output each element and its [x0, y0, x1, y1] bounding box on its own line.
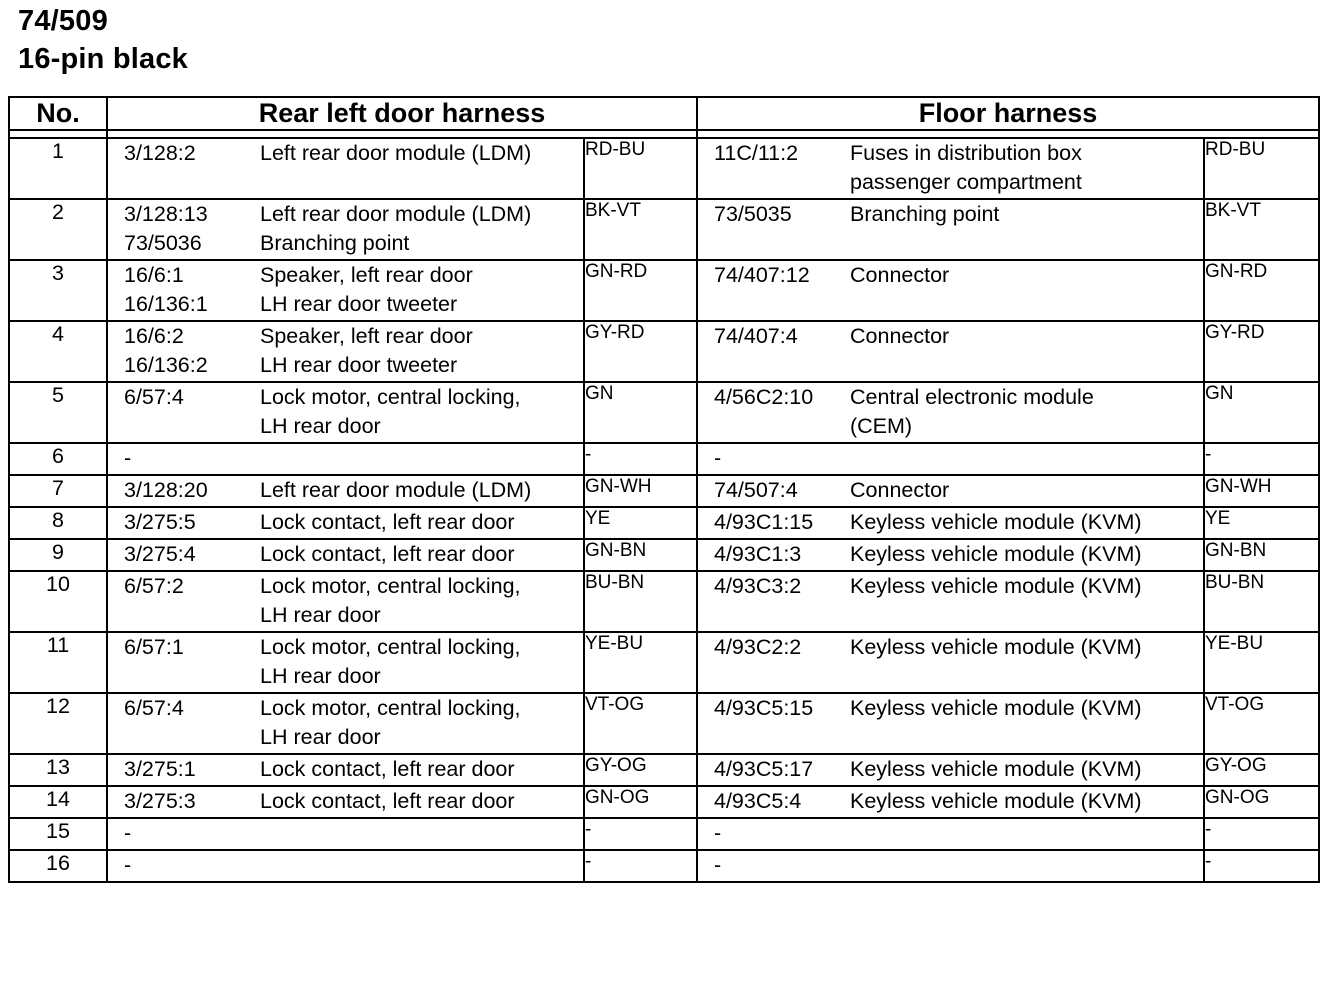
floor-harness-cell: [697, 260, 1204, 321]
description-line: [698, 819, 1203, 848]
table-row: [9, 199, 1319, 260]
description-line: [698, 168, 1203, 197]
rear-left-door-cell: [107, 571, 584, 632]
component-description: Lock contact, left rear door: [260, 757, 515, 781]
rear-left-wire-color: GN-OG: [584, 786, 697, 818]
rear-left-door-cell: [107, 632, 584, 693]
component-description: Lock contact, left rear door: [260, 542, 515, 566]
table-row: [9, 818, 1319, 850]
component-reference: 4/93C3:2: [714, 574, 802, 598]
description-line: [698, 787, 1203, 816]
floor-harness-cell: [697, 850, 1204, 882]
rear-left-wire-color: GN-WH: [584, 475, 697, 507]
floor-wire-color: GN-RD: [1204, 260, 1319, 321]
component-description: LH rear door: [260, 603, 381, 627]
rear-left-wire-color: -: [584, 443, 697, 475]
description-line: [698, 633, 1203, 662]
component-reference: -: [124, 821, 132, 845]
component-description: Connector: [850, 263, 950, 287]
description-line: [698, 540, 1203, 569]
description-line: [108, 139, 583, 168]
table-row: [9, 138, 1319, 199]
component-reference: 3/128:2: [124, 141, 196, 165]
description-line: [698, 572, 1203, 601]
rear-left-wire-color: BK-VT: [584, 199, 697, 260]
floor-harness-cell: [697, 321, 1204, 382]
description-line: [108, 261, 583, 290]
table-row: [9, 693, 1319, 754]
table-row: [9, 850, 1319, 882]
component-description: Keyless vehicle module (KVM): [850, 635, 1142, 659]
floor-harness-cell: [697, 571, 1204, 632]
rear-left-wire-color: -: [584, 850, 697, 882]
component-reference: 4/56C2:10: [714, 385, 814, 409]
component-reference: 4/93C2:2: [714, 635, 802, 659]
floor-wire-color: GN-OG: [1204, 786, 1319, 818]
rear-left-wire-color: -: [584, 818, 697, 850]
description-line: [108, 383, 583, 412]
pin-number: 8: [9, 507, 107, 539]
connector-description: 16-pin black: [18, 43, 189, 75]
connector-id: 74/509: [18, 5, 108, 37]
description-line: [108, 723, 583, 752]
floor-wire-color: BK-VT: [1204, 199, 1319, 260]
component-description: Lock contact, left rear door: [260, 789, 515, 813]
floor-harness-cell: [697, 443, 1204, 475]
floor-harness-cell: [697, 507, 1204, 539]
component-reference: [698, 168, 850, 197]
description-line: [698, 200, 1203, 229]
component-description: Keyless vehicle module (KVM): [850, 757, 1142, 781]
rear-left-door-cell: [107, 754, 584, 786]
component-description: LH rear door: [260, 664, 381, 688]
rear-left-door-cell: [107, 818, 584, 850]
pin-number: 9: [9, 539, 107, 571]
component-description: Lock contact, left rear door: [260, 510, 515, 534]
pin-number: 3: [9, 260, 107, 321]
component-reference: 74/407:12: [714, 263, 810, 287]
component-reference: 11C/11:2: [714, 141, 799, 165]
pin-number: 14: [9, 786, 107, 818]
component-reference: -: [124, 853, 132, 877]
header-rear-left-door-harness: Rear left door harness: [107, 97, 697, 130]
rear-left-door-cell: [107, 850, 584, 882]
header-separator: [9, 130, 1319, 138]
component-reference: 3/275:5: [124, 510, 196, 534]
floor-harness-cell: [697, 693, 1204, 754]
description-line: [698, 444, 1203, 473]
description-line: [108, 476, 583, 505]
floor-wire-color: -: [1204, 818, 1319, 850]
component-reference: -: [714, 821, 722, 845]
rear-left-wire-color: GN: [584, 382, 697, 443]
description-line: [108, 351, 583, 380]
component-description: Keyless vehicle module (KVM): [850, 510, 1142, 534]
floor-harness-cell: [697, 786, 1204, 818]
component-description: Connector: [850, 478, 950, 502]
pin-number: 10: [9, 571, 107, 632]
floor-harness-cell: [697, 818, 1204, 850]
component-reference: 3/128:13: [124, 202, 208, 226]
rear-left-wire-color: YE: [584, 507, 697, 539]
component-reference: [108, 662, 260, 691]
floor-wire-color: GN-BN: [1204, 539, 1319, 571]
pin-number: 5: [9, 382, 107, 443]
table-row: [9, 539, 1319, 571]
header-floor-harness: Floor harness: [697, 97, 1319, 130]
component-description: [260, 444, 583, 473]
pin-number: 4: [9, 321, 107, 382]
description-line: [108, 508, 583, 537]
component-description: Central electronic module: [850, 385, 1094, 409]
floor-wire-color: GN: [1204, 382, 1319, 443]
table-row: [9, 507, 1319, 539]
floor-harness-cell: [697, 475, 1204, 507]
component-description: Speaker, left rear door: [260, 324, 473, 348]
component-description: Keyless vehicle module (KVM): [850, 696, 1142, 720]
component-reference: 3/275:3: [124, 789, 196, 813]
description-line: [698, 476, 1203, 505]
floor-harness-cell: [697, 382, 1204, 443]
component-reference: 16/136:2: [124, 353, 208, 377]
component-description: Branching point: [260, 231, 410, 255]
component-description: [850, 444, 1203, 473]
description-line: [698, 508, 1203, 537]
description-line: [108, 200, 583, 229]
component-reference: 74/407:4: [714, 324, 798, 348]
pin-number: 1: [9, 138, 107, 199]
component-description: LH rear door: [260, 414, 381, 438]
table-row: [9, 321, 1319, 382]
component-description: Lock motor, central locking,: [260, 696, 521, 720]
component-description: Fuses in distribution box: [850, 141, 1082, 165]
component-reference: 16/6:1: [124, 263, 184, 287]
component-reference: 4/93C1:3: [714, 542, 802, 566]
component-reference: -: [714, 853, 722, 877]
title-block: [18, 2, 188, 78]
rear-left-door-cell: [107, 443, 584, 475]
table-row: [9, 754, 1319, 786]
component-description: Speaker, left rear door: [260, 263, 473, 287]
description-line: [108, 444, 583, 473]
table-row: [9, 632, 1319, 693]
component-reference: [108, 601, 260, 630]
description-line: [108, 819, 583, 848]
rear-left-door-cell: [107, 382, 584, 443]
description-line: [108, 662, 583, 691]
component-reference: 3/275:1: [124, 757, 196, 781]
component-description: [850, 851, 1203, 880]
description-line: [108, 540, 583, 569]
component-description: Lock motor, central locking,: [260, 385, 521, 409]
component-description: passenger compartment: [850, 170, 1082, 194]
description-line: [108, 787, 583, 816]
component-description: Connector: [850, 324, 950, 348]
component-description: Left rear door module (LDM): [260, 478, 532, 502]
component-description: LH rear door tweeter: [260, 292, 458, 316]
description-line: [698, 383, 1203, 412]
component-description: Lock motor, central locking,: [260, 635, 521, 659]
description-line: [108, 322, 583, 351]
rear-left-door-cell: [107, 539, 584, 571]
table-row: [9, 382, 1319, 443]
floor-harness-cell: [697, 754, 1204, 786]
component-reference: 16/6:2: [124, 324, 184, 348]
floor-harness-cell: [697, 539, 1204, 571]
component-reference: -: [124, 446, 132, 470]
description-line: [108, 229, 583, 258]
table-row: [9, 786, 1319, 818]
component-description: LH rear door tweeter: [260, 353, 458, 377]
header-no: No.: [9, 97, 107, 130]
floor-harness-cell: [697, 632, 1204, 693]
table-row: [9, 571, 1319, 632]
rear-left-wire-color: GY-OG: [584, 754, 697, 786]
rear-left-wire-color: GN-BN: [584, 539, 697, 571]
rear-left-door-cell: [107, 138, 584, 199]
component-reference: 73/5035: [714, 202, 792, 226]
pin-number: 16: [9, 850, 107, 882]
description-line: [108, 851, 583, 880]
component-reference: 3/128:20: [124, 478, 208, 502]
description-line: [698, 412, 1203, 441]
description-line: [698, 694, 1203, 723]
table-row: [9, 443, 1319, 475]
component-description: Keyless vehicle module (KVM): [850, 542, 1142, 566]
rear-left-door-cell: [107, 786, 584, 818]
pin-number: 11: [9, 632, 107, 693]
floor-wire-color: VT-OG: [1204, 693, 1319, 754]
component-reference: 6/57:4: [124, 696, 184, 720]
rear-left-wire-color: GN-RD: [584, 260, 697, 321]
rear-left-door-cell: [107, 260, 584, 321]
description-line: [108, 755, 583, 784]
component-description: [260, 851, 583, 880]
floor-wire-color: GY-RD: [1204, 321, 1319, 382]
component-reference: -: [714, 446, 722, 470]
component-reference: 74/507:4: [714, 478, 798, 502]
component-reference: [698, 412, 850, 441]
rear-left-door-cell: [107, 475, 584, 507]
component-reference: 4/93C1:15: [714, 510, 814, 534]
rear-left-wire-color: BU-BN: [584, 571, 697, 632]
component-description: Keyless vehicle module (KVM): [850, 574, 1142, 598]
table-row: [9, 260, 1319, 321]
description-line: [698, 322, 1203, 351]
pin-number: 2: [9, 199, 107, 260]
description-line: [108, 290, 583, 319]
component-description: [260, 819, 583, 848]
floor-wire-color: BU-BN: [1204, 571, 1319, 632]
floor-harness-cell: [697, 138, 1204, 199]
rear-left-door-cell: [107, 693, 584, 754]
description-line: [698, 139, 1203, 168]
rear-left-wire-color: YE-BU: [584, 632, 697, 693]
component-reference: 6/57:2: [124, 574, 184, 598]
component-reference: 6/57:4: [124, 385, 184, 409]
component-reference: 4/93C5:15: [714, 696, 814, 720]
description-line: [698, 755, 1203, 784]
floor-harness-cell: [697, 199, 1204, 260]
component-description: Left rear door module (LDM): [260, 202, 532, 226]
component-description: Branching point: [850, 202, 1000, 226]
component-description: Lock motor, central locking,: [260, 574, 521, 598]
component-description: LH rear door: [260, 725, 381, 749]
rear-left-wire-color: RD-BU: [584, 138, 697, 199]
description-line: [108, 412, 583, 441]
description-line: [108, 633, 583, 662]
component-reference: 4/93C5:17: [714, 757, 814, 781]
floor-wire-color: RD-BU: [1204, 138, 1319, 199]
description-line: [108, 601, 583, 630]
component-description: Keyless vehicle module (KVM): [850, 789, 1142, 813]
pin-table: [8, 96, 1320, 883]
rear-left-door-cell: [107, 321, 584, 382]
rear-left-door-cell: [107, 507, 584, 539]
component-reference: 6/57:1: [124, 635, 184, 659]
description-line: [108, 572, 583, 601]
pin-table-body: [9, 138, 1319, 882]
component-reference: [108, 723, 260, 752]
floor-wire-color: GN-WH: [1204, 475, 1319, 507]
component-reference: 4/93C5:4: [714, 789, 802, 813]
pin-number: 7: [9, 475, 107, 507]
floor-wire-color: YE: [1204, 507, 1319, 539]
pin-number: 13: [9, 754, 107, 786]
component-description: [850, 819, 1203, 848]
component-reference: 16/136:1: [124, 292, 208, 316]
floor-wire-color: -: [1204, 443, 1319, 475]
header-row: [9, 97, 1319, 130]
component-reference: 3/275:4: [124, 542, 196, 566]
rear-left-wire-color: VT-OG: [584, 693, 697, 754]
component-description: Left rear door module (LDM): [260, 141, 532, 165]
description-line: [108, 694, 583, 723]
component-reference: [108, 412, 260, 441]
floor-wire-color: -: [1204, 850, 1319, 882]
rear-left-wire-color: GY-RD: [584, 321, 697, 382]
table-row: [9, 475, 1319, 507]
pin-number: 6: [9, 443, 107, 475]
floor-wire-color: YE-BU: [1204, 632, 1319, 693]
description-line: [698, 261, 1203, 290]
pin-number: 12: [9, 693, 107, 754]
component-description: (CEM): [850, 414, 913, 438]
pin-number: 15: [9, 818, 107, 850]
component-reference: 73/5036: [124, 231, 202, 255]
floor-wire-color: GY-OG: [1204, 754, 1319, 786]
description-line: [698, 851, 1203, 880]
rear-left-door-cell: [107, 199, 584, 260]
